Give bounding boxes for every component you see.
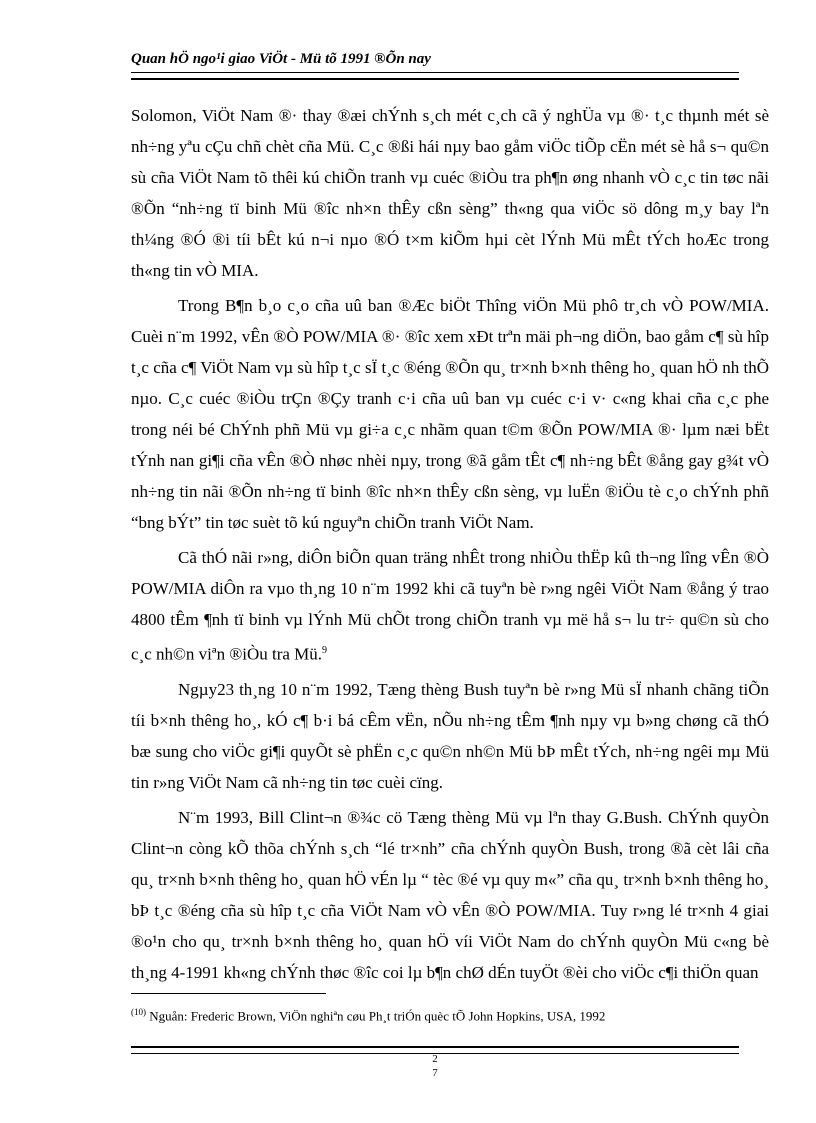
- footnote: [131, 1004, 771, 1024]
- paragraph-4: Ngµy23 th¸ng 10 n¨m 1992, Tæng thèng Bush tuyªn bè r»ng Mü sÏ nhanh chãng tiÕn tíi b×nh thêng ho¸, kÓ c¶ b·i bá cÊm vËn, nÕu nh÷ng tÊm ¶nh nµy vµ b»ng chøng cã thÓ bæ sung cho viÖc gi¶i quyÕt sè phËn c¸c qu©n nh©n Mü bÞ mÊt tÝch, nh÷ng ngêi mµ Mü tin r»ng ViÖt Nam cã nh÷ng tin tøc cuèi cïng.: [131, 679, 769, 792]
- paragraph-5: N¨m 1993, Bill Clint¬n ®¾c cö Tæng thèng Mü vµ lªn thay G.Bush. ChÝnh quyÒn Clint¬n còng kÕ thõa chÝnh s¸ch “lé tr×nh” cña chÝnh quyÒn Bush, trong ®ã cèt lâi cña qu¸ tr×nh b×nh thêng ho¸ quan hÖ vÉn lµ “ tèc ®é vµ quy m«” cña qu¸ tr×nh b×nh thêng ho¸ bÞ t¸c ®éng cña sù hîp t¸c cña ViÖt Nam vÒ vÊn ®Ò POW/MIA. Tuy r»ng lé tr×nh 4 giai ®o¹n cho qu¸ tr×nh b×nh thêng ho¸ quan hÖ víi ViÖt Nam do chÝnh quyÒn Mü c«ng bè th¸ng 4-1991 kh«ng chÝnh thøc ®îc coi lµ b¶n chØ dÉn tuyÖt ®èi cho viÖc c¶i thiÖn quan: [131, 807, 769, 982]
- paragraph-1: Solomon, ViÖt Nam ®· thay ®æi chÝnh s¸ch mét c¸ch cã ý nghÜa vµ ®· t¸c thµnh mét sè nh÷ng yªu cÇu chñ chèt cña Mü. C¸c ®ßi hái nµy bao gåm viÖc tiÕp cËn mét sè hå s¬ qu©n sù cña ViÖt Nam tõ thêi kú chiÕn tranh vµ cuéc ®iÒu tra ph¶n øng nhanh vÒ c¸c tin tøc nãi ®Õn “nh÷ng tï binh Mü ®îc nh×n thÊy cßn sèng” th«ng qua viÖc sö dông m¸y bay lªn th¼ng ®Ó ®i tíi bÊt kú n¬i nµo ®Ó t×m kiÕm hµi cèt lÝnh Mü mÊt tÝch hoÆc trong th«ng tin vÒ MIA.: [131, 106, 769, 280]
- paragraph-3: [131, 542, 769, 670]
- page-number-line-1: 2: [432, 1053, 438, 1065]
- paragraph-2: Trong B¶n b¸o c¸o cña uû ban ®Æc biÖt Thîng viÖn Mü phô tr¸ch vÒ POW/MIA. Cuèi n¨m 1992, vÊn ®Ò POW/MIA ®· ®îc xem xÐt trªn mäi ph¬ng diÖn, bao gåm c¶ sù hîp t¸c cña c¶ ViÖt Nam vµ sù hîp t¸c sÏ t¸c ®éng ®Õn qu¸ tr×nh b×nh thêng ho¸ quan hÖ nh thÕ nµo. C¸c cuéc ®iÒu trÇn ®Çy tranh c·i cña uû ban vµ cuéc c·i v· c«ng khai cña c¸c phe trong néi bé ChÝnh phñ Mü vµ gi÷a c¸c nhãm quan t©m ®Õn POW/MIA ®· lµm næi bËt tÝnh nan gi¶i cña vÊn ®Ò nhøc nhèi nµy, trong ®ã gåm tÊt c¶ nh÷ng bÊt ®ång gay g¾t vÒ nh÷ng tin nãi ®Õn nh÷ng tï binh ®îc nh×n thÊy cßn sèng, vµ luËn ®iÖu tè c¸o chÝnh phñ “bng bÝt” tin tøc suèt tõ kú nguyªn chiÕn tranh ViÖt Nam.: [131, 296, 769, 532]
- page-number: [420, 1052, 450, 1080]
- footnote-reference: 9: [322, 645, 328, 656]
- footnote-text: Nguån: Frederic Brown, ViÖn nghiªn cøu Ph¸t triÓn quèc tÕ John Hopkins, USA, 1992: [149, 1008, 606, 1024]
- running-header: Quan hÖ ngo¹i giao ViÖt - Mü tõ 1991 ®Õn nay: [131, 51, 431, 67]
- header-rule: [131, 72, 739, 80]
- body-text: [131, 100, 769, 992]
- paragraph-3-text: Cã thÓ nãi r»ng, diÔn biÕn quan träng nhÊt trong nhiÒu thËp kû th¬ng lîng vÊn ®Ò POW/MIA diÔn ra vµo th¸ng 10 n¨m 1992 khi cã tuyªn bè r»ng ngêi ViÖt Nam ®ång ý trao 4800 tÊm ¶nh tï binh vµ lÝnh Mü chÕt trong chiÕn tranh vµ më hå s¬ lu tr÷ qu©n sù cho c¸c nh©n viªn ®iÒu tra Mü.: [131, 548, 769, 664]
- page-number-line-2: 7: [432, 1067, 438, 1079]
- footnote-marker: (10): [131, 1007, 146, 1017]
- footnote-separator: [131, 993, 326, 994]
